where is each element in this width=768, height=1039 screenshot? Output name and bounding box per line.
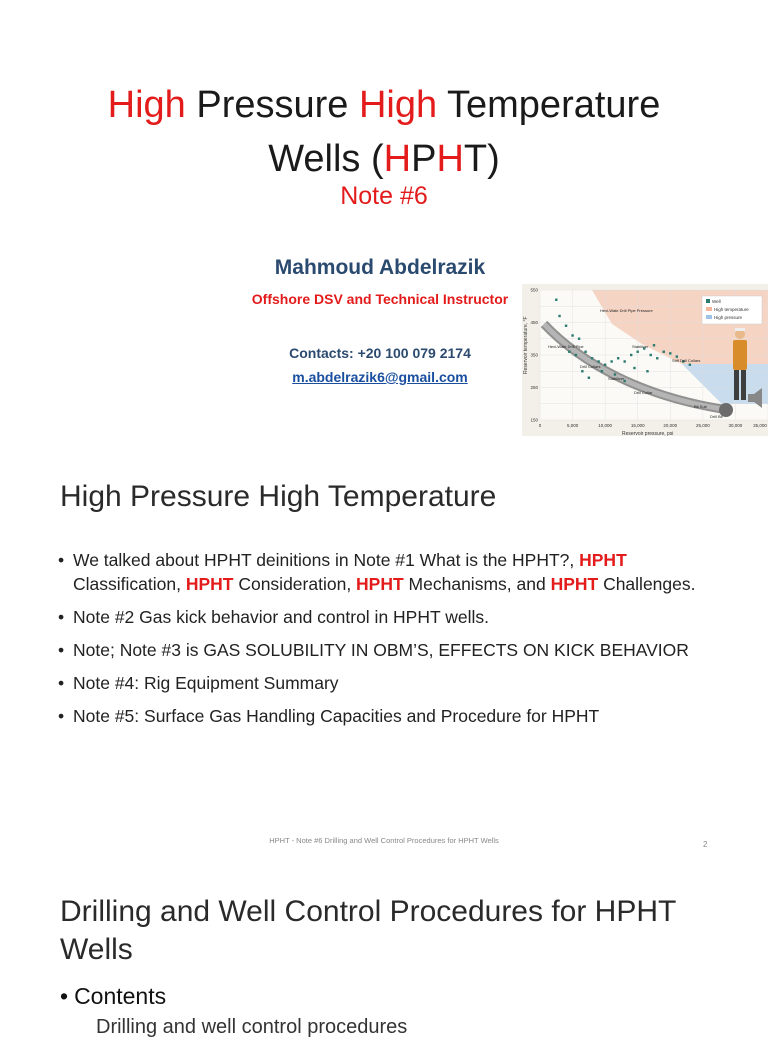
slide2-title: High Pressure High Temperature [60, 480, 497, 513]
title-letter-h-2: H [436, 138, 464, 180]
data-point [555, 299, 557, 301]
data-point [591, 357, 593, 359]
chart-svg [522, 284, 768, 436]
slide-footer: HPHT - Note #6 Drilling and Well Control Procedures for HPHT Wells [269, 836, 499, 845]
legend-swatch-high-temp [706, 307, 712, 311]
annotation-hevi-wate-drill-pipe: Hevi-Wate Drill Pipe [548, 344, 584, 349]
title-letter-h: H [383, 138, 412, 180]
data-point [581, 370, 583, 372]
data-point [623, 360, 625, 362]
annotation-stabilizer-2: Stabilizer [608, 376, 625, 381]
hpht-chart [522, 284, 768, 436]
data-point [633, 367, 635, 369]
annotation-drill-collars: Drill Collars [580, 364, 601, 369]
annotation-stabilizer: Stabilizer [632, 344, 649, 349]
legend-swatch-well [706, 299, 710, 303]
data-point [575, 354, 577, 356]
data-point [689, 364, 691, 366]
data-point [630, 354, 632, 356]
x-tick-label: 15,000 [630, 423, 645, 428]
person-leg-right-shape [741, 370, 746, 400]
data-point [650, 354, 652, 356]
legend-swatch-high-pressure [706, 315, 712, 319]
annotation-drill-bit: Drill Bit [710, 414, 723, 419]
data-point [617, 357, 619, 359]
annotation-bit-sub: Bit Sub [694, 404, 707, 409]
author-role: Offshore DSV and Technical Instructor [251, 291, 509, 307]
bullet-1-text-d: Mechanisms, and [403, 574, 551, 594]
bullet-note-4: • Note #4: Rig Equipment Summary [58, 671, 708, 695]
y-tick-label: 550 [530, 287, 538, 293]
data-point [558, 315, 560, 317]
data-point [571, 334, 573, 336]
slide3-title: Drilling and Well Control Procedures for HPHT Wells [60, 895, 676, 966]
title-letter-p: P [411, 138, 437, 180]
x-tick-label: 0 [538, 423, 542, 428]
bullet-note-2: • Note #2 Gas kick behavior and control in HPHT wells. [58, 605, 708, 629]
x-tick-label: 35,000 [753, 423, 767, 428]
data-point [601, 370, 603, 372]
bullet-1-text-e: Challenges. [598, 574, 696, 594]
bullet-1-keyword-4: HPHT [550, 574, 599, 594]
contact-email-link[interactable]: m.abdelrazik6@gmail.com [292, 369, 468, 385]
annotation-hevi-wate-pressure: Hevi-Wate Drill Pipe Pressure [600, 308, 653, 313]
author-name: Mahmoud Abdelrazik [274, 256, 486, 279]
chart-legend [702, 296, 762, 324]
title-line-1 [0, 82, 768, 128]
data-point [663, 351, 665, 353]
title-word-pressure: Pressure [185, 84, 359, 126]
title-paren-close: ) [487, 138, 500, 180]
x-tick-label: 10,000 [598, 423, 613, 428]
speaker-body-shape [748, 394, 754, 402]
contact-phone: Contacts: +20 100 079 2174 [289, 345, 471, 361]
legend-high-temp: High temperature [714, 307, 749, 312]
data-point [568, 351, 570, 353]
person-leg-left-shape [734, 370, 739, 400]
person-body-shape [733, 340, 747, 370]
y-tick-label: 350 [530, 352, 538, 358]
annotation-drill-collar: Drill Collar [634, 390, 653, 395]
title-word-high: High [107, 84, 186, 126]
title-line-2 [0, 136, 768, 182]
person-hardhat-shape [735, 328, 745, 331]
data-point [578, 338, 580, 340]
bullet-1-keyword-2: HPHT [185, 574, 234, 594]
x-tick-label: 25,000 [695, 423, 710, 428]
data-point [610, 360, 612, 362]
annotation-stiff-drill-collars: Stiff Drill Collars [672, 358, 701, 363]
bullet-1-text-c: Consideration, [233, 574, 357, 594]
data-point [669, 352, 671, 354]
legend-high-pressure: High pressure [714, 315, 743, 320]
x-tick-label: 20,000 [663, 423, 678, 428]
data-point [656, 357, 658, 359]
title-word-temperature: Temperature [437, 84, 661, 126]
overview-bullet-list [58, 548, 708, 737]
bullet-1-keyword-3: HPHT [356, 574, 404, 594]
bullet-note-5: • Note #5: Surface Gas Handling Capacities and Procedure for HPHT [58, 704, 708, 728]
contents-heading: • Contents [60, 983, 166, 1010]
bullet-1-text-a: We talked about HPHT deinitions in Note #1 What is the HPHT?, [73, 550, 580, 570]
title-wells: Wells ( [268, 138, 384, 180]
bullet-note-3: • Note; Note #3 is GAS SOLUBILITY IN OBM’S, EFFECTS ON KICK BEHAVIOR [58, 638, 708, 662]
data-point [646, 370, 648, 372]
data-point [637, 351, 639, 353]
y-tick-label: 150 [530, 417, 538, 423]
y-tick-label: 250 [530, 385, 538, 390]
page-number: 2 [703, 840, 708, 849]
data-point [584, 351, 586, 353]
data-point [565, 325, 567, 327]
data-point [597, 360, 599, 362]
bullet-1-keyword-1: HPHT [579, 550, 627, 570]
title-word-high-2: High [358, 84, 438, 126]
contents-item: Drilling and well control procedures [96, 1016, 408, 1038]
data-point [604, 364, 606, 366]
data-point [653, 344, 655, 346]
legend-well: Well [712, 299, 721, 304]
data-point [588, 377, 590, 379]
title-letter-t: T [463, 138, 488, 180]
note-number: Note #6 [340, 182, 428, 210]
bullet-note-1 [58, 548, 708, 596]
chart-ylabel: Reservoir temperature, °F [523, 316, 529, 374]
x-tick-label: 5,000 [566, 423, 579, 428]
chart-xlabel: Reservoir pressure, psi [622, 431, 674, 437]
y-tick-label: 450 [530, 320, 538, 325]
x-tick-label: 30,000 [728, 423, 743, 428]
bullet-1-text-b: Classification, [73, 574, 186, 594]
